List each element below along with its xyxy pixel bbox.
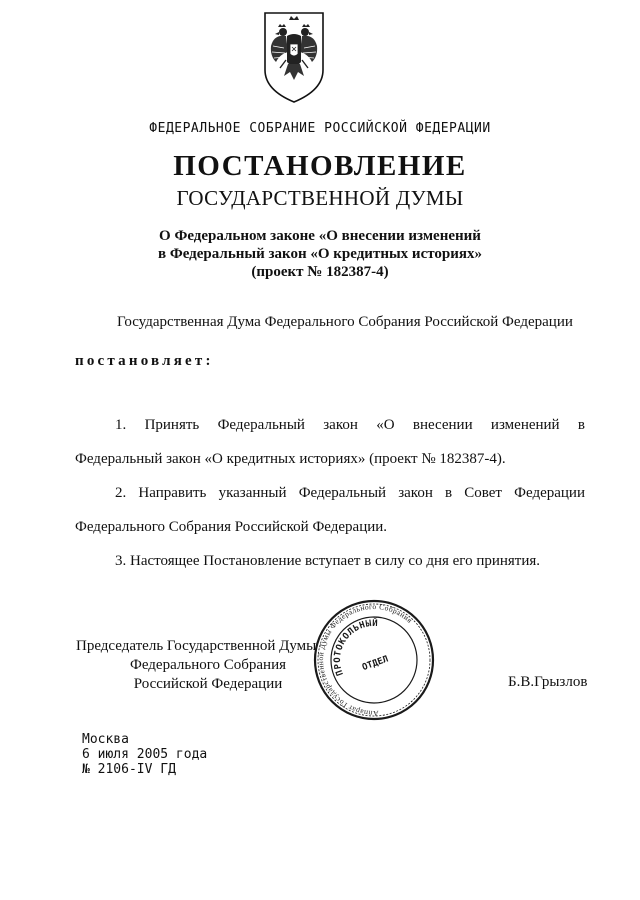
item-1-line-1: 1. Принять Федеральный закон «О внесении изменений в: [115, 417, 585, 433]
round-stamp-icon: [312, 598, 436, 722]
stamp-center-text: ОТДЕЛ: [360, 654, 390, 674]
signature-position-line-1: Председатель Государственной Думы: [76, 638, 317, 654]
item-1-line-2: Федеральный закон «О кредитных историях» (проект № 182387-4).: [75, 451, 506, 467]
organization-name: ФЕДЕРАЛЬНОЕ СОБРАНИЕ РОССИЙСКОЙ ФЕДЕРАЦИИ: [149, 121, 491, 136]
document-title-line-2: в Федеральный закон «О кредитных историях»: [157, 246, 482, 262]
item-3-text: 3. Настоящее Постановление вступает в силу со дня его принятия.: [115, 553, 541, 569]
signer-name: Б.В.Грызлов: [508, 674, 588, 690]
signature-position-line-2: Федерального Собрания: [129, 657, 287, 673]
document-title-line-3: (проект № 182387-4): [251, 264, 389, 280]
stamp-inner-text: ПРОТОКОЛЬНЫЙ: [332, 618, 379, 677]
signature-position-line-3: Российской Федерации: [133, 676, 283, 692]
document-type: ПОСТАНОВЛЕНИЕ: [173, 150, 467, 182]
item-2-line-1: 2. Направить указанный Федеральный закон в Совет Федерации: [115, 485, 585, 501]
preamble-text: Государственная Дума Федерального Собрания Российской Федерации: [117, 314, 573, 330]
document-footer: [82, 732, 207, 777]
footer-city: Москва: [82, 732, 129, 747]
resolves-word: постановляет:: [75, 353, 214, 369]
double-headed-eagle-icon: [262, 10, 326, 104]
document-issuer: ГОСУДАРСТВЕННОЙ ДУМЫ: [176, 186, 464, 210]
document-title-line-1: О Федеральном законе «О внесении изменений: [159, 228, 481, 244]
official-stamp: [312, 598, 436, 722]
footer-number: № 2106-IV ГД: [82, 762, 176, 777]
footer-date: 6 июля 2005 года: [82, 747, 208, 762]
item-2-line-2: Федерального Собрания Российской Федерации.: [75, 519, 388, 535]
coat-of-arms-emblem: [262, 10, 326, 104]
stamp-outer-text: Аппарат Государственной Думы Федерального Собрания: [315, 601, 415, 719]
